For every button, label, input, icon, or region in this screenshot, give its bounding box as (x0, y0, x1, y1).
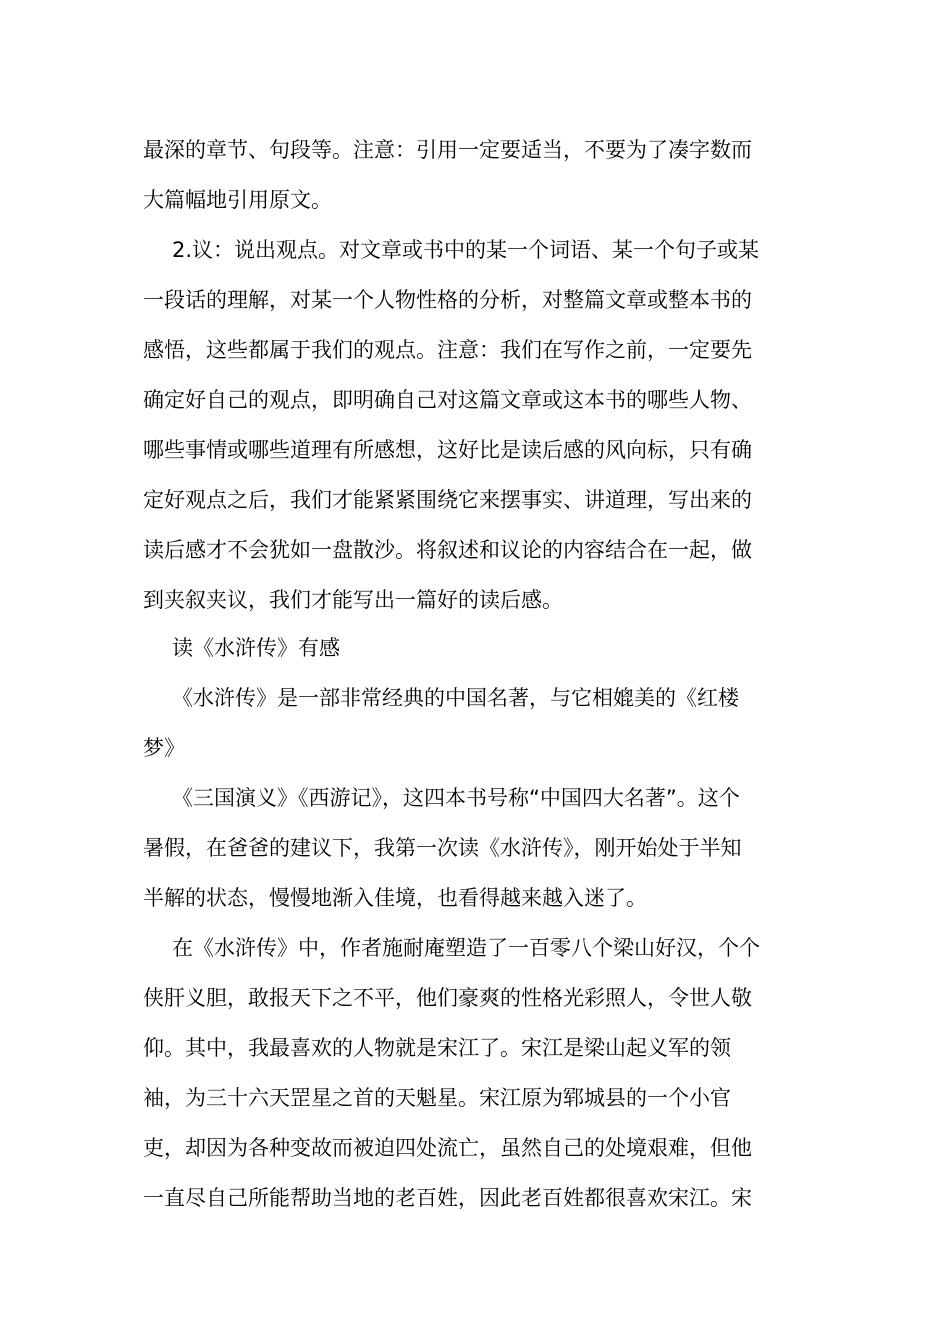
text-line: 暑假，在爸爸的建议下，我第一次读《水浒传》，刚开始处于半知 (143, 836, 742, 860)
text-line: 袖，为三十六天罡星之首的天魁星。宋江原为郓城县的一个小官 (143, 1086, 731, 1110)
text-line: 一段话的理解，对某一个人物性格的分析，对整篇文章或整本书的 (143, 288, 752, 312)
text-line: 哪些事情或哪些道理有所感想，这好比是读后感的风向标，只有确 (143, 438, 752, 462)
text-line: 确定好自己的观点，即明确自己对这篇文章或这本书的哪些人物、 (143, 388, 752, 412)
text-line: 半解的状态，慢慢地渐入佳境，也看得越来越入迷了。 (143, 886, 647, 910)
text-line: 读后感才不会犹如一盘散沙。将叙述和议论的内容结合在一起，做 (143, 538, 752, 562)
text-line: 大篇幅地引用原文。 (143, 188, 332, 212)
text-line: 仰。其中，我最喜欢的人物就是宋江了。宋江是梁山起义军的领 (143, 1036, 731, 1060)
text-line: 2.议：说出观点。对文章或书中的某一个词语、某一个句子或某 (172, 238, 760, 262)
text-line: 吏，却因为各种变故而被迫四处流亡，虽然自己的处境艰难，但他 (143, 1136, 752, 1160)
text-line: 最深的章节、句段等。注意：引用一定要适当，不要为了凑字数而 (143, 138, 752, 162)
text-line: 定好观点之后，我们才能紧紧围绕它来摆事实、讲道理，写出来的 (143, 488, 752, 512)
text-line: 感悟，这些都属于我们的观点。注意：我们在写作之前，一定要先 (143, 338, 752, 362)
text-line: 侠肝义胆，敢报天下之不平，他们豪爽的性格光彩照人，令世人敬 (143, 986, 752, 1010)
text-line: 《三国演义》《西游记》，这四本书号称“中国四大名著”。这个 (172, 786, 740, 810)
text-line: 一直尽自己所能帮助当地的老百姓，因此老百姓都很喜欢宋江。宋 (143, 1186, 752, 1210)
text-line: 在《水浒传》中，作者施耐庵塑造了一百零八个梁山好汉，个个 (172, 936, 760, 960)
text-line: 《水浒传》是一部非常经典的中国名著，与它相媲美的《红楼 (172, 686, 739, 710)
text-line: 到夹叙夹议，我们才能写出一篇好的读后感。 (143, 588, 563, 612)
text-line: 梦》 (143, 736, 185, 760)
essay-title: 读《水浒传》有感 (172, 636, 340, 660)
